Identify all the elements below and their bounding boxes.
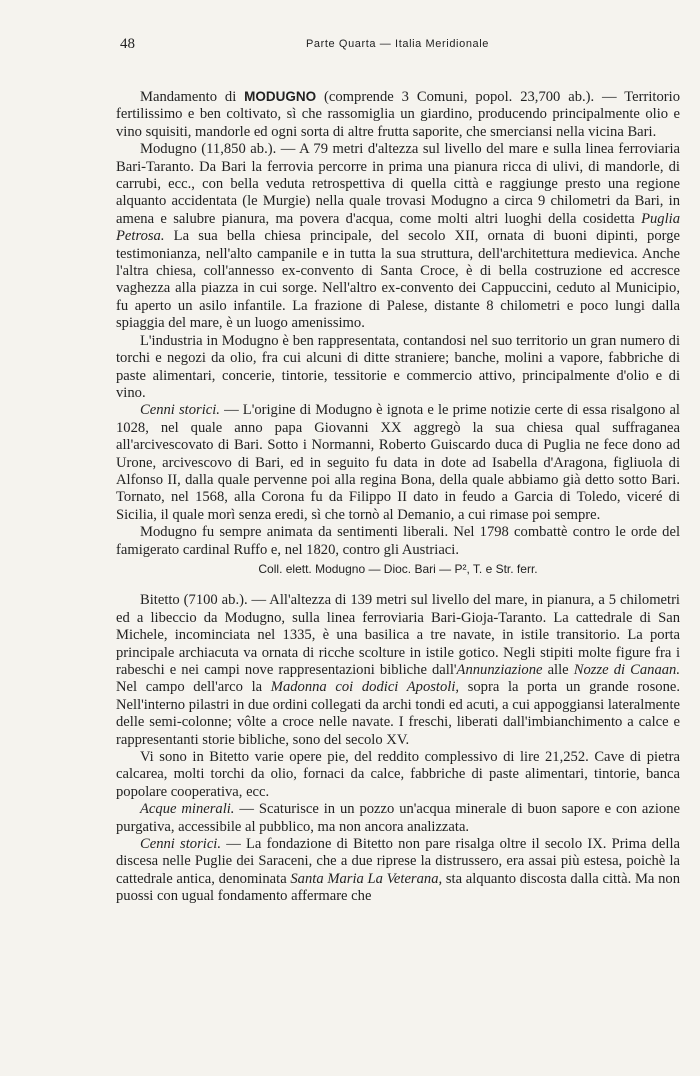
paragraph-bitetto-3: Acque minerali. — Scaturisce in un pozzo un'acqua minerale di buon sapore e con azione purgativa, accessibile al pubblico, ma non ancora analizzata. [116,801,681,835]
paragraph-modugno-3: Cenni storici. — L'origine di Modugno è ignota e le prime notizie certe di essa risalgono al 1028, nel quale anno papa Giovanni XX aggregò la sua chiesa qual suffraganea all'arcivescovato di Bari. Sotto i Normanni, Roberto Guiscardo duca di Puglia ne fece dono ad Urone, arcivescovo di Bari, ed in seguito fu data in dote ad Isabella d'Aragona, figliuola di Alfonso II, dalla quale pervenne poi alla regina Bona, della quale abbiamo già detto sotto Bari. Tornato, nel 1568, alla Corona fu da Filippo II dato in feudo a Garcia di Toledo, viceré di Sicilia, il quale morì senza eredi, sì che tornò al Demanio, a cui rimase poi sempre. [116,402,680,523]
body-text [116,88,680,906]
paragraph-bitetto-4: Cenni storici. — La fondazione di Bitetto non pare risalga oltre il secolo IX. Prima della discesa nelle Puglie dei Saraceni, che a due riprese la distrussero, era assai più estesa, poichè la cattedrale antica, denominata Santa Maria La Veterana, sta alquanto discosta dalla città. Ma non puossi con ugual fondamento affermare che [116,836,680,905]
paragraph-modugno-4: Modugno fu sempre animata da sentimenti liberali. Nel 1798 combattè contro le orde del famigerato cardinal Ruffo e, nel 1820, contro gli Austriaci. [116,524,680,558]
modugno-note: Coll. elett. Modugno — Dioc. Bari — P², T. e Str. ferr. [258,561,538,576]
paragraph-bitetto-2: Vi sono in Bitetto varie opere pie, del reddito complessivo di lire 21,252. Cave di pietra calcarea, molti torchi da olio, fornaci da calce, fabbriche di paste alimentari, tintorie, banca popolare cooperativa, ecc. [116,749,680,800]
running-head: Parte Quarta — Italia Meridionale [305,38,490,50]
page-header [120,36,675,56]
mandamento-name: MODUGNO [244,89,317,104]
paragraph-modugno-1: Modugno (11,850 ab.). — A 79 metri d'altezza sul livello del mare e sulla linea ferroviaria Bari-Taranto. Da Bari la ferrovia percorre in prima una pianura ricca di ulivi, di mandorle, di carrubi, ecc., con bella veduta retrospettiva di quella città e raggiunge presto una regione alquanto accidentata (le Murgie) nella quale trovasi Modugno a circa 9 chilometri da Bari, in amena e salubre pianura, ma povera d'acqua, come molti altri luoghi della cosidetta Puglia Petrosa. La sua bella chiesa principale, del secolo XII, ornata di buoni dipinti, porge testimonianza, nell'alto campanile e in tutta la sua struttura, dell'architettura medievica. Anche l'altra chiesa, coll'annesso ex-convento di Santa Croce, è di bella costruzione ed accresce vaghezza alla piazza in cui sorge. Nell'altro ex-convento dei Cappuccini, ceduto al Municipio, fu aperto un asilo infantile. La frazione di Palese, distante 8 chilometri e poco lungi dalla spiaggia del mare, è un luogo amenissimo. [116,141,680,332]
paragraph-modugno-2: L'industria in Modugno è ben rappresentata, contandosi nel suo territorio un gran numero di torchi e negozi da olio, fra cui alcuni di ditte straniere; banche, molini a vapore, fabbriche di paste alimentari, concerie, tintorie, tessitorie e commercio attivo, principalmente d'olio e di vino. [116,332,680,401]
paragraph-mandamento: Mandamento di MODUGNO (comprende 3 Comuni, popol. 23,700 ab.). — Territorio fertilissimo e ben coltivato, sì che rassomiglia un giardino, producendo principalmente olio e vino squisiti, mandorle ed ogni sorta di altre frutta saporite, che smerciansi nella vicina Bari. [116,89,680,140]
paragraph-bitetto-1: Bitetto (7100 ab.). — All'altezza di 139 metri sul livello del mare, in pianura, a 5 chilometri ed a libeccio da Modugno, sulla linea ferroviaria Bari-Gioja-Taranto. La cattedrale di San Michele, incominciata nel 1335, è una basilica a tre navate, in istile transitorio. La porta principale archiacuta va ornata di ricche scolture in istile gotico. Negli stipiti molte figure fra i rabeschi e nei campi nove rappresentazioni bibliche dall'Annunziazione alle Nozze di Canaan. Nel campo dell'arco la Madonna coi dodici Apostoli, sopra la porta un grande rosone. Nell'interno pilastri in due ordini collegati da archi tondi ed acuti, a cui appoggiansi lateralmente delle semi-colonne; vôlte a croce nelle navate. I freschi, liberati dall'imbianchimento a calce e rappresentanti storie bibliche, sono del secolo XV. [116,592,680,748]
page-number: 48 [120,36,135,52]
